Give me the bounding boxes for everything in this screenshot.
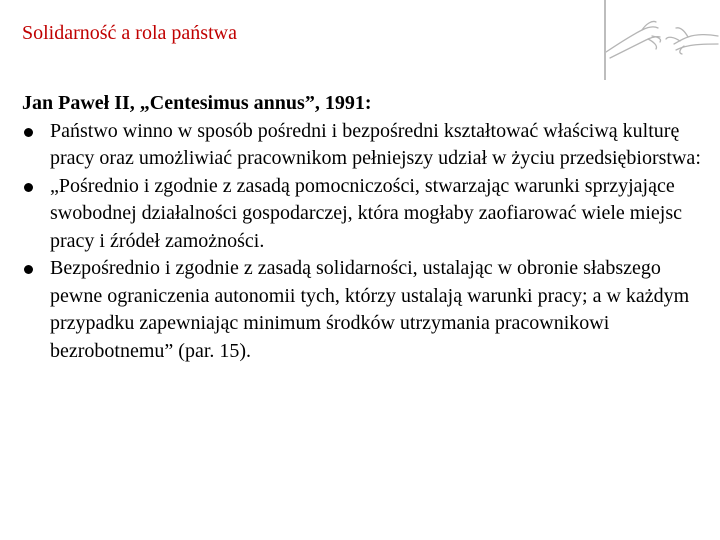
slide-body bbox=[22, 90, 702, 365]
slide-title: Solidarność a rola państwa bbox=[22, 22, 237, 44]
bullet-icon bbox=[24, 128, 33, 137]
bullet-icon bbox=[24, 183, 33, 192]
bullet-text: Bezpośrednio i zgodnie z zasadą solidarności, ustalając w obronie słabszego pewne ograniczenia autonomii tych, którzy ustalają warunki pracy; a w każdym przypadku zapewniając minimum środków utrzymania pracownikowi bezrobotnemu” (par. 15). bbox=[50, 257, 690, 362]
quote-source-heading: Jan Paweł II, „Centesimus annus”, 1991: bbox=[22, 92, 372, 114]
list-item bbox=[22, 118, 702, 173]
list-item bbox=[22, 173, 702, 256]
bullet-list bbox=[22, 118, 702, 366]
bullet-text: „Pośrednio i zgodnie z zasadą pomocniczości, stwarzając warunki sprzyjające swobodnej działalności gospodarczej, która mogłaby zaofiarować wiele miejsc pracy i źródeł zamożności. bbox=[50, 174, 682, 252]
bullet-text: Państwo winno w sposób pośredni i bezpośredni kształtować właściwą kulturę pracy oraz umożliwiać pracownikom pełniejszy udział w życiu przedsiębiorstwa: bbox=[50, 119, 701, 169]
bullet-icon bbox=[24, 265, 33, 274]
list-item bbox=[22, 255, 702, 365]
decorative-divider bbox=[604, 0, 606, 80]
creation-of-adam-hands-icon bbox=[596, 0, 720, 82]
